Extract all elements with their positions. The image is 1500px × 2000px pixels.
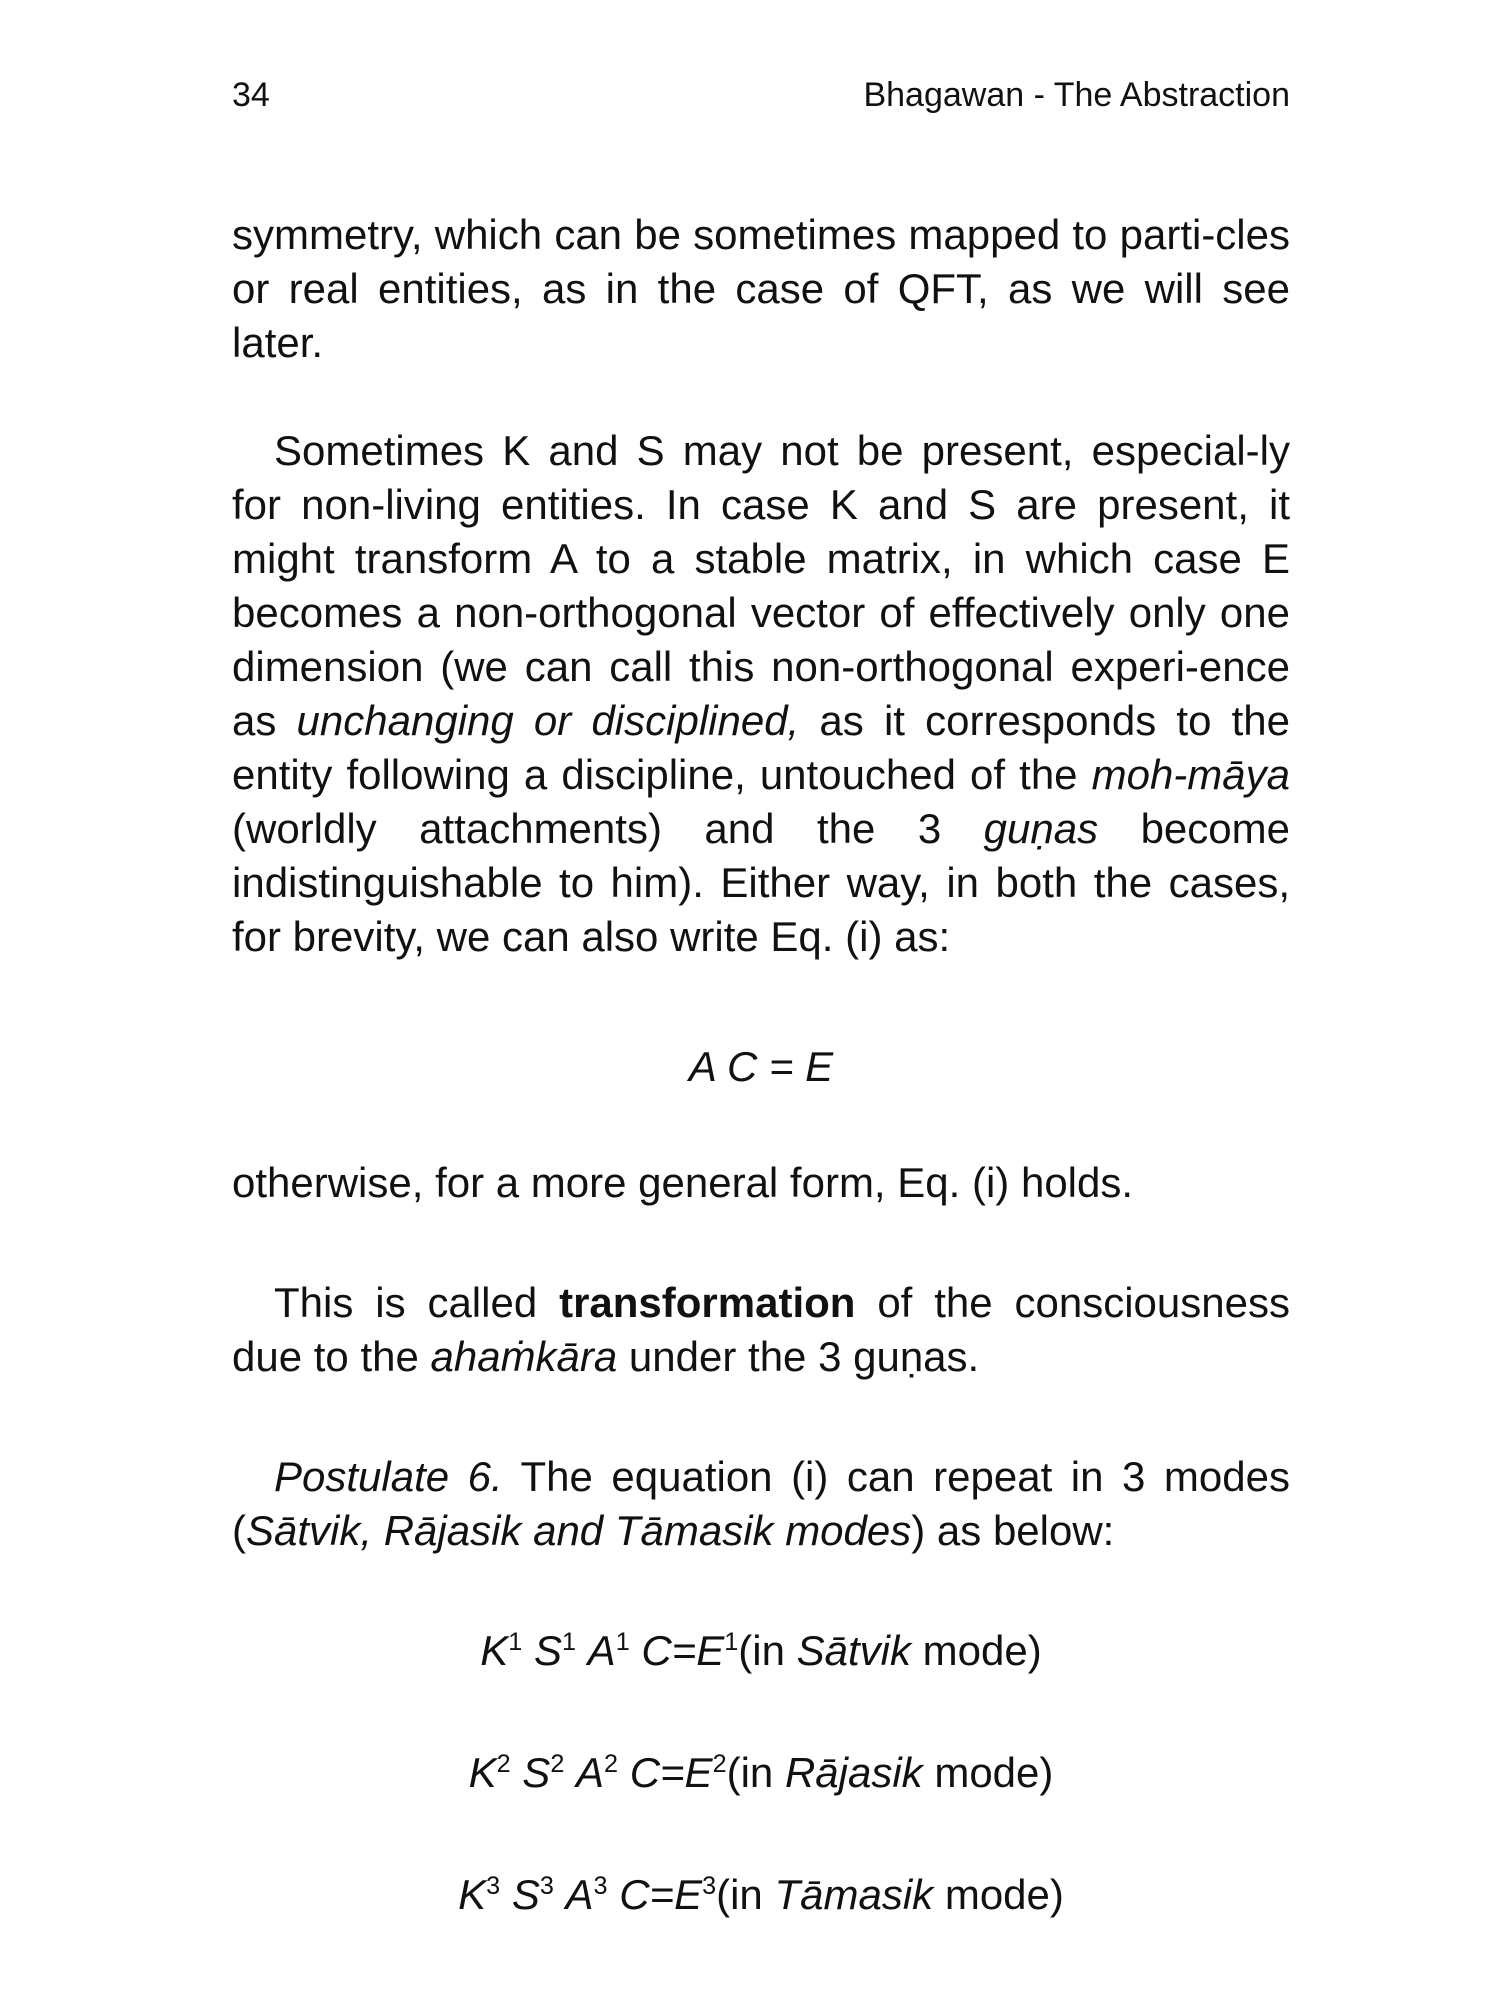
eq-term: K [458, 1871, 487, 1918]
eq-note: mode) [911, 1627, 1042, 1674]
eq-term: A [565, 1871, 594, 1918]
eq-sup: 3 [593, 1872, 608, 1900]
eq-sup: 1 [508, 1628, 523, 1656]
page-header [232, 76, 1290, 128]
eq-term: S [511, 1871, 540, 1918]
eq-note: (in [716, 1871, 775, 1918]
italic-run: ahaṁkāra [430, 1333, 618, 1380]
eq-note: (in [726, 1749, 785, 1796]
eq-term: C=E [641, 1627, 725, 1674]
text-run: as it corresponds to the entity following a discipline, untouched of the [232, 697, 1291, 798]
eq-sup: 2 [550, 1750, 565, 1778]
equation-tamasik [232, 1868, 1290, 1922]
paragraph-3 [232, 1156, 1290, 1210]
text-run: ) as below: [911, 1507, 1115, 1554]
paragraph-1 [232, 208, 1290, 370]
page-number: 34 [232, 76, 270, 114]
eq-sup: 2 [712, 1750, 727, 1778]
paragraph-5 [232, 1450, 1290, 1558]
italic-run: unchanging or disciplined, [296, 697, 800, 744]
eq-sup: 3 [486, 1872, 501, 1900]
paragraph-1-text: symmetry, which can be sometimes mapped to parti-cles or real entities, as in the case of QFT, as we will see later. [232, 211, 1290, 366]
paragraph-4 [232, 1276, 1290, 1384]
eq-sup: 3 [702, 1872, 717, 1900]
paragraph-3-text: otherwise, for a more general form, Eq. (i) holds. [232, 1159, 1134, 1206]
eq-note: mode) [922, 1749, 1054, 1796]
paragraph-4-text [232, 1276, 1290, 1384]
eq-term: C=E [619, 1871, 703, 1918]
eq-term: A [576, 1749, 605, 1796]
text-run: (worldly attachments) and the 3 [232, 805, 984, 852]
equation-rajasik [232, 1746, 1290, 1800]
equation-ace: A C = E [688, 1043, 834, 1090]
text-run: Sometimes K and S may not be present, especial-ly for non-living entities. In case K and S are present, it might transform A to a stable matrix, in which case E becomes a non-orthogonal vector of effectively only one dimension (we can call this non-orthogonal experi-ence as [232, 427, 1290, 744]
eq-note: (in [738, 1627, 797, 1674]
italic-run: guṇas [983, 805, 1099, 852]
text-run: under the 3 guṇas. [617, 1333, 980, 1380]
italic-run: Postulate 6. [274, 1453, 503, 1500]
text-run: of the consciousness due to the [232, 1279, 1290, 1380]
eq-sup: 1 [561, 1628, 576, 1656]
eq-term: C=E [629, 1749, 713, 1796]
text-run: The equation (i) can repeat in 3 modes ( [232, 1453, 1290, 1554]
eq-note-italic: Rājasik [784, 1749, 923, 1796]
equation-satvik [232, 1624, 1290, 1678]
eq-term: S [533, 1627, 562, 1674]
eq-sup: 1 [615, 1628, 630, 1656]
eq-term: A [587, 1627, 616, 1674]
eq-note-italic: Tāmasik [774, 1871, 934, 1918]
paragraph-5-text [232, 1450, 1290, 1558]
eq-sup: 2 [496, 1750, 511, 1778]
eq-term: K [480, 1627, 509, 1674]
eq-sup: 1 [724, 1628, 739, 1656]
eq-note-italic: Sātvik [796, 1627, 911, 1674]
running-title: Bhagawan - The Abstraction [863, 76, 1290, 114]
text-run: become indistinguishable to him). Either way, in both the cases, for brevity, we can also write Eq. (i) as: [232, 805, 1290, 960]
text-run: This is called [274, 1279, 560, 1326]
eq-sup: 2 [604, 1750, 619, 1778]
paragraph-2 [232, 424, 1290, 964]
paragraph-2-text [232, 424, 1290, 964]
eq-sup: 3 [539, 1872, 554, 1900]
italic-run: Sātvik, Rājasik and Tāmasik modes [246, 1507, 912, 1554]
eq-term: S [522, 1749, 551, 1796]
italic-run: moh-māya [1091, 751, 1290, 798]
eq-note: mode) [933, 1871, 1064, 1918]
bold-run: transformation [559, 1279, 856, 1326]
eq-term: K [468, 1749, 497, 1796]
